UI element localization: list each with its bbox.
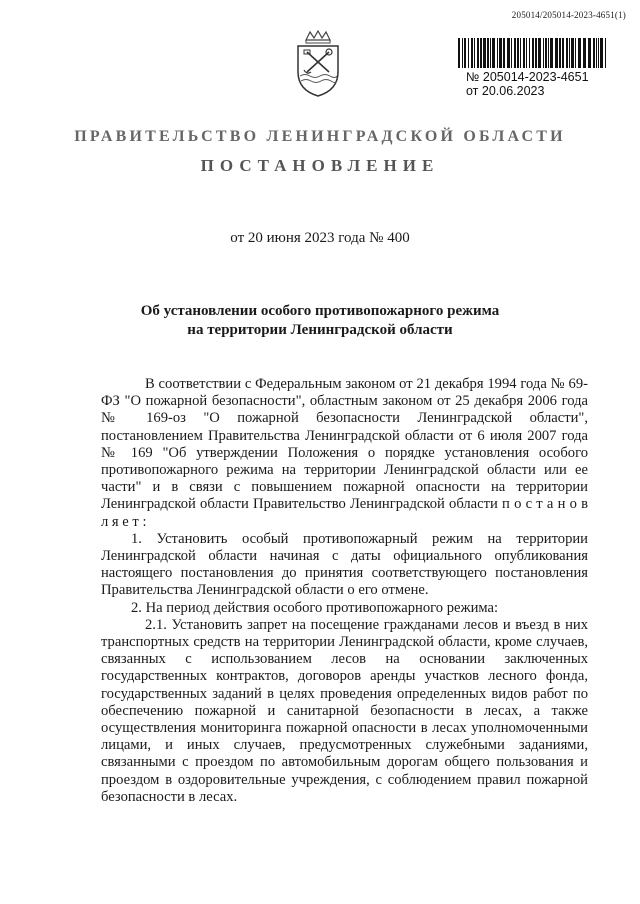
decree-title: ПОСТАНОВЛЕНИЕ <box>200 156 440 175</box>
item-1-paragraph: 1. Установить особый противопожарный режим на территории Ленинградской области начиная с даты официального опубликования настоящего постановления до принятия соответствующего постановления Правительства Ленинградской области о его отмене. <box>101 530 588 599</box>
registration-date: от 20.06.2023 <box>466 84 545 98</box>
document-reference: 205014/205014-2023-4651(1) <box>511 10 626 20</box>
preamble-paragraph: В соответствии с Федеральным законом от 21 декабря 1994 года № 69-ФЗ "О пожарной безопасности", областным законом от 25 декабря 2006 года № 169-оз "О пожарной безопасности Ленинградской области", постановлением Правительства Ленинградской области от 6 июля 2007 года № 169 "Об утверждении Положения о порядке установления особого противопожарного режима на территории Ленинградской области или ее части" и в связи с повышением пожарной опасности на территории Ленинградской области Правительство Ленинградской области п о с т а н о в л я е т : <box>101 376 588 530</box>
decree-subject <box>0 302 640 340</box>
decree-body <box>101 376 588 806</box>
registration-number: № 205014-2023-4651 <box>466 70 589 84</box>
coat-of-arms-icon <box>292 30 344 98</box>
decree-date-number: от 20 июня 2023 года № 400 <box>230 230 410 246</box>
subject-line-1: Об установлении особого противопожарного режима <box>140 303 500 319</box>
government-title: ПРАВИТЕЛЬСТВО ЛЕНИНГРАДСКОЙ ОБЛАСТИ <box>74 128 566 145</box>
subject-line-2: на территории Ленинградской области <box>187 322 453 338</box>
barcode-icon <box>458 38 608 68</box>
item-2-1-paragraph: 2.1. Установить запрет на посещение гражданами лесов и въезд в них транспортных средств на территории Ленинградской области, кроме случаев, связанных с использованием лесов на основании заключенных государственных контрактов, договоров аренды участков лесного фонда, государственных заданий в целях проведения определенных видов работ по обеспечению пожарной и санитарной безопасности в лесах, а также осуществления мониторинга пожарной опасности в лесах уполномоченными лицами, и иных случаев, предусмотренных служебными заданиями, связанными с проездом по автомобильным дорогам общего пользования и проездом в оздоровительные учреждения, с соблюдением правил пожарной безопасности в лесах. <box>101 616 588 805</box>
item-2-paragraph: 2. На период действия особого противопожарного режима: <box>131 599 499 616</box>
